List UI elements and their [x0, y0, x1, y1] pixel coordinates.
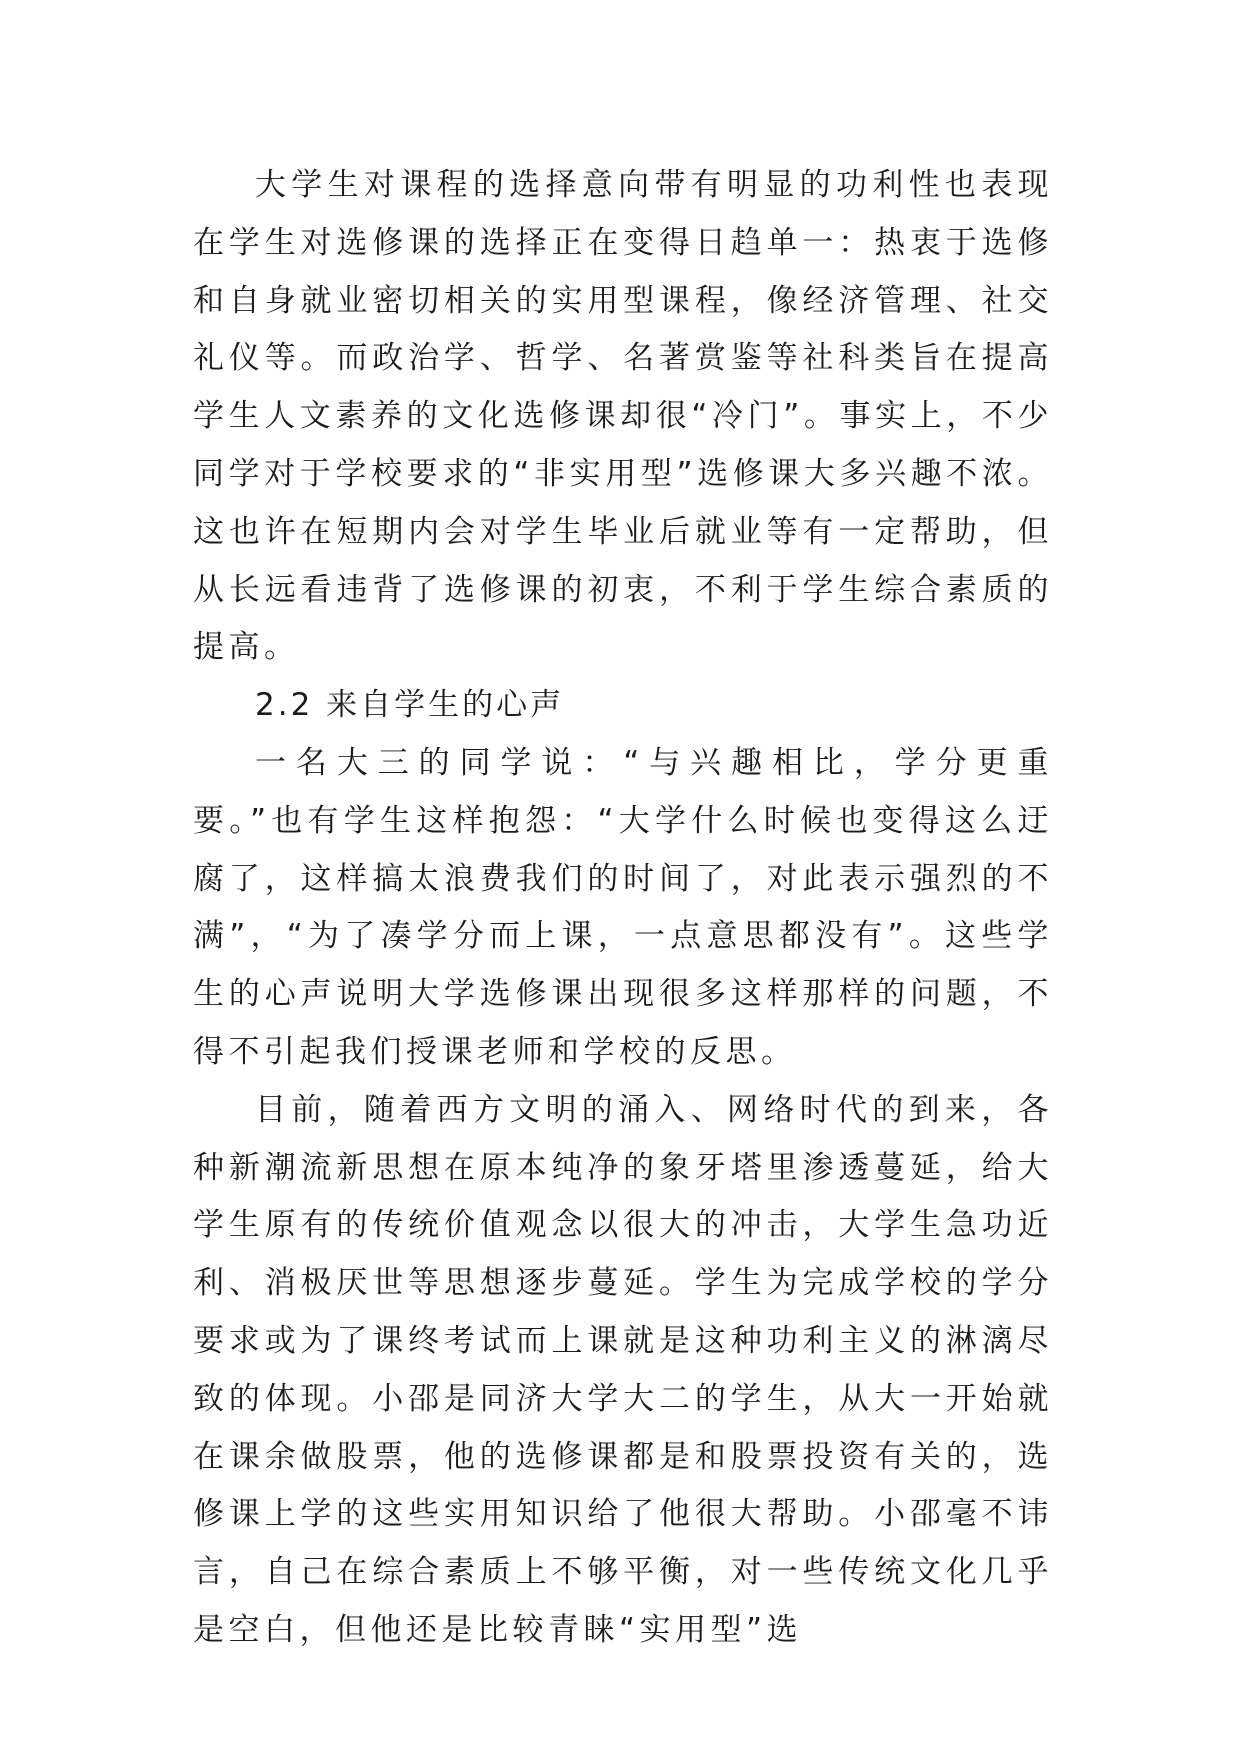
paragraph-current-trends: 目前，随着西方文明的涌入、网络时代的到来，各种新潮流新思想在原本纯净的象牙塔里渗透蔓延，给大学生原有的传统价值观念以很大的冲击，大学生急功近利、消极厌世等思想逐步蔓延。学生为完成学校的学分要求或为了课终考试而上课就是这种功利主义的淋漓尽致的体现。小邵是同济大学大二的学生，从大一开始就在课余做股票，他的选修课都是和股票投资有关的，选修课上学的这些实用知识给了他很大帮助。小邵毫不讳言，自己在综合素质上不够平衡，对一些传统文化几乎是空白，但他还是比较青睐“实用型”选 — [193, 1091, 1053, 1648]
paragraph-course-utilitarian: 大学生对课程的选择意向带有明显的功利性也表现在学生对选修课的选择正在变得日趋单一：热衷于选修和自身就业密切相关的实用型课程，像经济管理、社交礼仪等。而政治学、哲学、名著赏鉴等社科类旨在提高学生人文素养的文化选修课却很“冷门”。事实上，不少同学对于学校要求的“非实用型”选修课大多兴趣不浓。这也许在短期内会对学生毕业后就业等有一定帮助，但从长远看违背了选修课的初衷，不利于学生综合素质的提高。 — [193, 167, 1053, 666]
section-heading: 2.2 来自学生的心声 — [255, 687, 565, 724]
document-body — [193, 157, 1053, 1660]
paragraph-student-voices: 一名大三的同学说：“与兴趣相比，学分更重要。”也有学生这样抱怨：“大学什么时候也变得这么迂腐了，这样搞太浪费我们的时间了，对此表示强烈的不满”，“为了凑学分而上课，一点意思都没有”。这些学生的心声说明大学选修课出现很多这样那样的问题，不得不引起我们授课老师和学校的反思。 — [193, 744, 1053, 1070]
